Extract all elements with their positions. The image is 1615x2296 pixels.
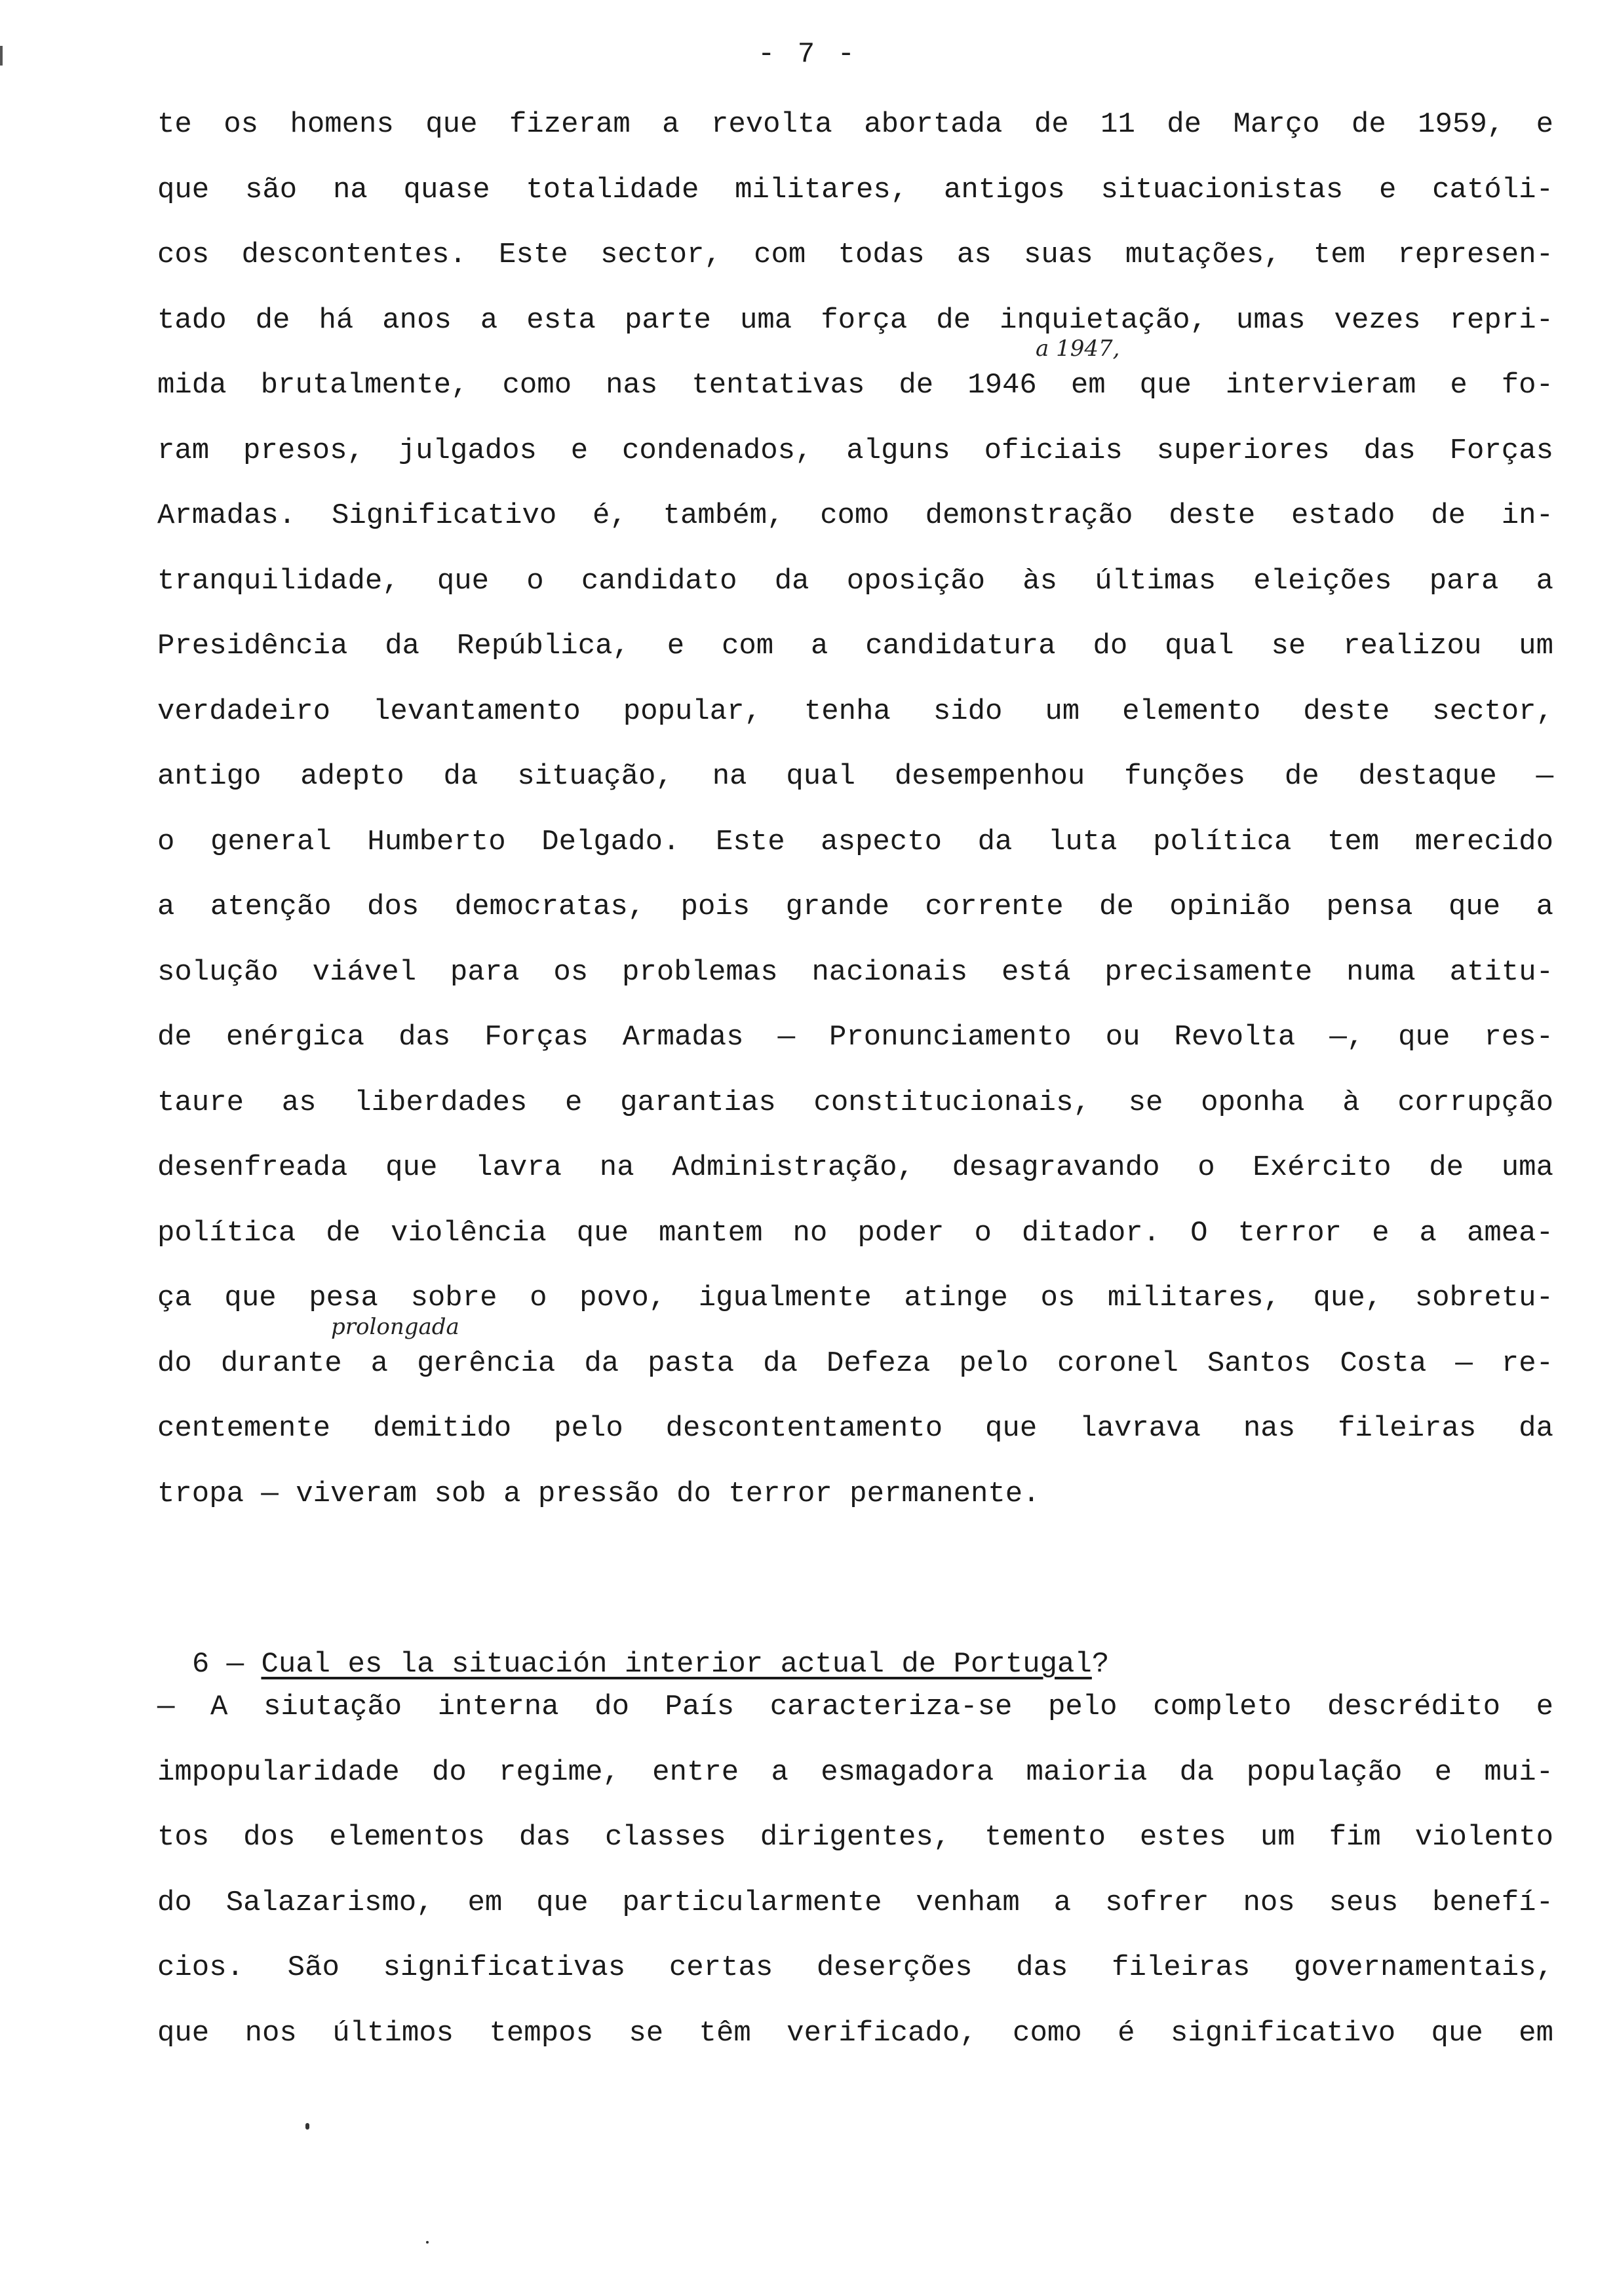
text-line: cios. São significativas certas deserções das fileiras governamentais, [157,1951,1553,1984]
page-number: - 7 - [757,38,858,71]
text-line: a atenção dos democratas, pois grande corrente de opinião pensa que a [157,890,1553,923]
question-heading [157,1605,1553,1684]
handwritten-note-prolongada: prolongada [331,1314,459,1340]
question-number: 6 — [191,1648,244,1681]
text-line: do durante a gerência da pasta da Defeza pelo coronel Santos Costa — re- [157,1347,1553,1380]
text-line: ça que pesa sobre o povo, igualmente atinge os militares, que, sobretu- [157,1282,1553,1314]
text-line: de enérgica das Forças Armadas — Pronunciamento ou Revolta —, que res- [157,1021,1553,1054]
text-line: solução viável para os problemas nacionais está precisamente numa atitu- [157,955,1553,989]
text-line: tado de há anos a esta parte uma força de inquietação, umas vezes repri- [157,303,1553,337]
text-line: — A siutação interna do País caracteriza-se pelo completo descrédito e [157,1691,1553,1723]
text-line: que nos últimos tempos se têm verificado, como é significativo que em [157,2016,1553,2050]
text-line: que são na quase totalidade militares, antigos situacionistas e católi- [157,173,1553,206]
text-line: antigo adepto da situação, na qual desempenhou funções de destaque — [157,760,1553,793]
text-line: tos dos elementos das classes dirigentes, temento estes um fim violento [157,1821,1553,1854]
stray-ink-mark [305,2123,309,2130]
text-line: Presidência da República, e com a candidatura do qual se realizou um [157,630,1553,662]
stray-ink-mark [426,2241,429,2244]
text-line: impopularidade do regime, entre a esmagadora maioria da população e mui- [157,1755,1553,1789]
text-line: tropa — viveram sob a pressão do terror permanente. [157,1477,1040,1510]
text-line: te os homens que fizeram a revolta abortada de 11 de Março de 1959, e [157,108,1553,141]
handwritten-note-year: a 1947, [1036,335,1120,362]
text-line: política de violência que mantem no poder o ditador. O terror e a amea- [157,1216,1553,1250]
text-line: taure as liberdades e garantias constitucionais, se oponha à corrupção [157,1086,1553,1119]
text-line: Armadas. Significativo é, também, como demonstração deste estado de in- [157,499,1553,532]
text-line: verdadeiro levantamento popular, tenha sido um elemento deste sector, [157,695,1553,728]
text-line: cos descontentes. Este sector, com todas as suas mutações, tem represen- [157,239,1553,271]
text-line: do Salazarismo, em que particularmente venham a sofrer nos seus benefí- [157,1886,1553,1919]
text-line: mida brutalmente, como nas tentativas de 1946 em que intervieram e fo- [157,369,1553,402]
text-line: ram presos, julgados e condenados, alguns oficiais superiores das Forças [157,434,1553,467]
text-line: centemente demitido pelo descontentamento que lavrava nas fileiras da [157,1412,1553,1445]
text-line: desenfreada que lavra na Administração, desagravando o Exército de uma [157,1151,1553,1184]
text-line: tranquilidade, que o candidato da oposição às últimas eleições para a [157,564,1553,598]
question-text: Cual es la situación interior actual de Portugal [261,1648,1092,1681]
question-mark: ? [1091,1648,1110,1681]
text-line: o general Humberto Delgado. Este aspecto da luta política tem merecido [157,825,1553,858]
